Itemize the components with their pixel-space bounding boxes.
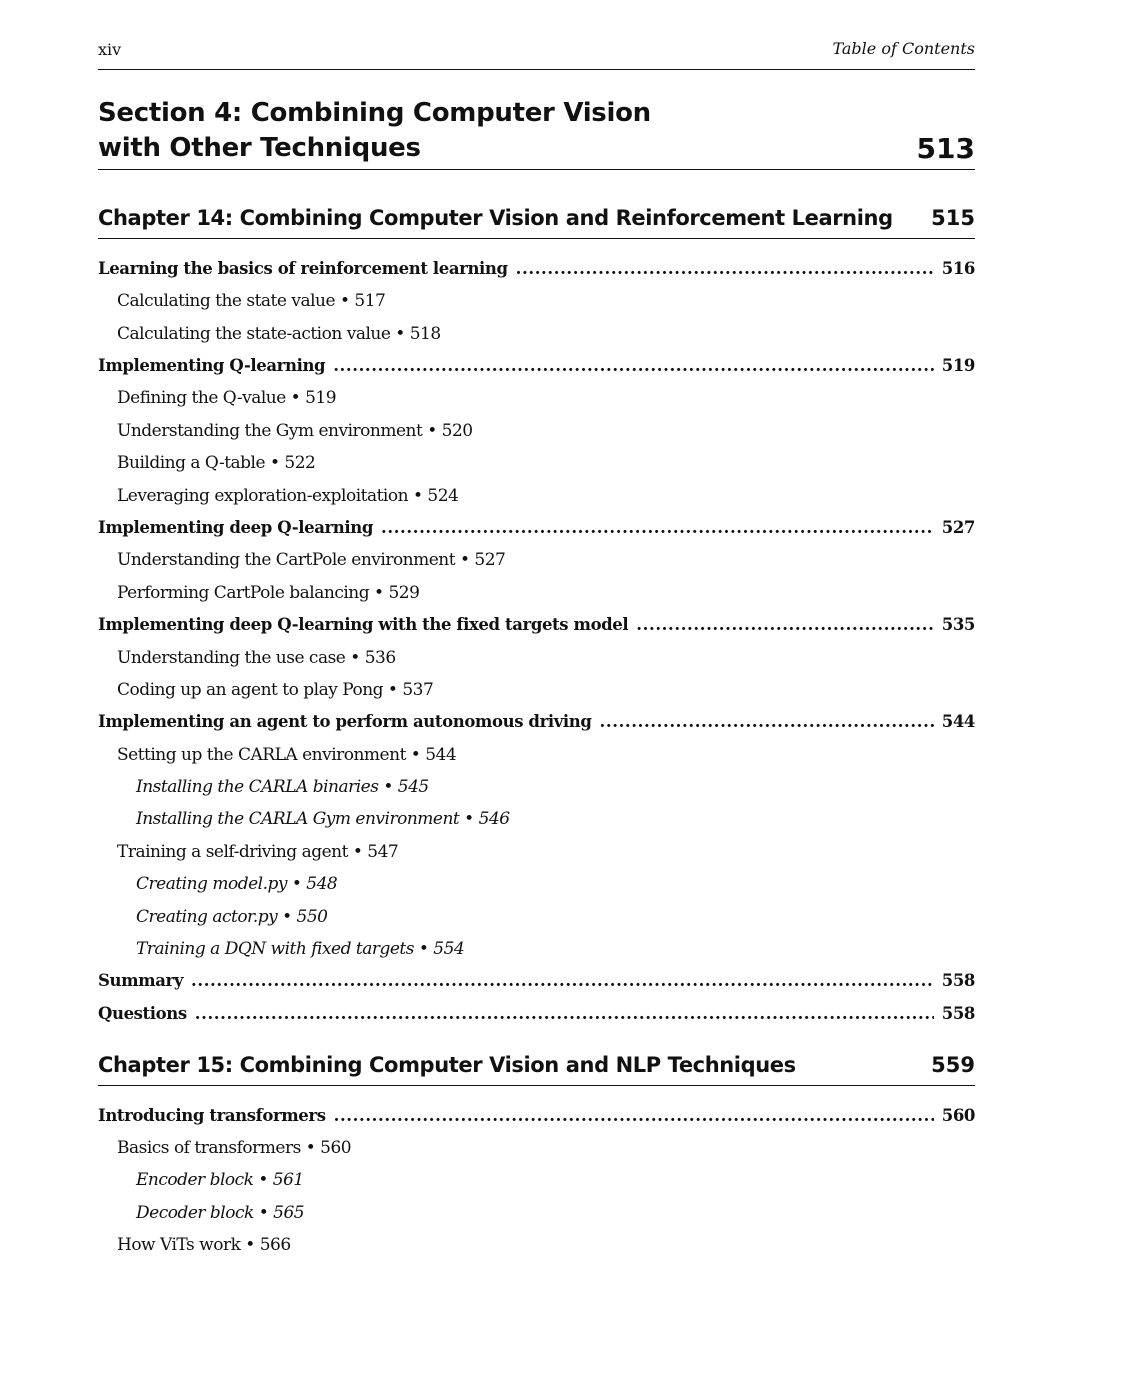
toc-entry-l3[interactable]: Creating model.py • 548 <box>136 874 338 894</box>
dot-leader <box>381 513 934 543</box>
toc-entry-l1[interactable] <box>98 966 975 996</box>
section-title <box>98 96 738 166</box>
toc-entry-l2[interactable]: Leveraging exploration-exploitation • 524 <box>117 486 459 506</box>
toc-entry-l1[interactable] <box>98 707 975 737</box>
section-title-line-2: with Other Techniques <box>98 133 421 163</box>
toc-entry-l3[interactable]: Training a DQN with fixed targets • 554 <box>136 939 465 959</box>
toc-entry-page: 516 <box>941 259 975 278</box>
toc-entry-l2[interactable]: Understanding the use case • 536 <box>117 648 396 668</box>
dot-leader <box>516 254 934 284</box>
toc-entry-l3[interactable]: Decoder block • 565 <box>136 1203 305 1223</box>
toc-entry-title: Implementing Q-learning <box>98 356 326 375</box>
toc-entry-l2[interactable]: Setting up the CARLA environment • 544 <box>117 745 457 765</box>
toc-entry-title: Implementing deep Q-learning with the fixed targets model <box>98 615 629 634</box>
toc-entry-page: 544 <box>941 712 975 731</box>
running-title: Table of Contents <box>832 39 975 58</box>
chapter-page-number: 515 <box>931 206 975 230</box>
toc-entry-page: 535 <box>941 615 975 634</box>
toc-entry-title: Implementing an agent to perform autonomous driving <box>98 712 592 731</box>
toc-entry-l2[interactable]: Building a Q-table • 522 <box>117 453 316 473</box>
toc-entry-title: Introducing transformers <box>98 1106 326 1125</box>
toc-entry-l3[interactable]: Installing the CARLA binaries • 545 <box>136 777 429 797</box>
toc-entry-l1[interactable] <box>98 1101 975 1131</box>
chapter-14-heading[interactable] <box>98 200 975 239</box>
toc-entry-l1[interactable] <box>98 999 975 1029</box>
toc-entry-l3[interactable]: Encoder block • 561 <box>136 1170 304 1190</box>
toc-entry-l2[interactable]: Calculating the state value • 517 <box>117 291 386 311</box>
toc-entry-l2[interactable]: Performing CartPole balancing • 529 <box>117 583 420 603</box>
toc-entry-l3[interactable]: Installing the CARLA Gym environment • 546 <box>136 809 510 829</box>
toc-entry-l2[interactable]: Basics of transformers • 560 <box>117 1138 352 1158</box>
dot-leader <box>333 351 934 381</box>
page-number: xiv <box>98 40 122 59</box>
toc-entry-title: Implementing deep Q-learning <box>98 518 373 537</box>
toc-entry-l1[interactable] <box>98 254 975 284</box>
running-header <box>98 38 975 70</box>
dot-leader <box>195 999 934 1029</box>
toc-entry-l2[interactable]: Calculating the state-action value • 518 <box>117 324 441 344</box>
toc-entry-l2[interactable]: How ViTs work • 566 <box>117 1235 291 1255</box>
section-heading <box>98 96 975 170</box>
toc-entry-title: Summary <box>98 971 184 990</box>
section-page-number: 513 <box>916 132 975 165</box>
toc-entry-page: 558 <box>941 971 975 990</box>
chapter-title: Chapter 14: Combining Computer Vision and Reinforcement Learning <box>98 206 893 230</box>
toc-entry-l1[interactable] <box>98 351 975 381</box>
toc-entry-page: 527 <box>941 518 975 537</box>
toc-entry-l3[interactable]: Creating actor.py • 550 <box>136 907 328 927</box>
toc-entry-title: Questions <box>98 1004 187 1023</box>
toc-entry-l2[interactable]: Understanding the Gym environment • 520 <box>117 421 473 441</box>
toc-entry-page: 519 <box>941 356 975 375</box>
chapter-15-heading[interactable] <box>98 1047 975 1086</box>
toc-entry-l2[interactable]: Understanding the CartPole environment • 527 <box>117 550 506 570</box>
toc-entry-page: 560 <box>941 1106 975 1125</box>
dot-leader <box>600 707 934 737</box>
toc-entry-l1[interactable] <box>98 610 975 640</box>
dot-leader <box>191 966 934 996</box>
chapter-page-number: 559 <box>931 1053 975 1077</box>
dot-leader <box>334 1101 934 1131</box>
toc-entry-l2[interactable]: Training a self-driving agent • 547 <box>117 842 399 862</box>
toc-entry-page: 558 <box>941 1004 975 1023</box>
chapter-title: Chapter 15: Combining Computer Vision and NLP Techniques <box>98 1053 796 1077</box>
section-title-line-1: Section 4: Combining Computer Vision <box>98 98 651 128</box>
toc-entry-l2[interactable]: Coding up an agent to play Pong • 537 <box>117 680 434 700</box>
toc-entry-l2[interactable]: Defining the Q-value • 519 <box>117 388 337 408</box>
toc-entry-title: Learning the basics of reinforcement learning <box>98 259 508 278</box>
toc-entry-l1[interactable] <box>98 513 975 543</box>
dot-leader <box>636 610 933 640</box>
